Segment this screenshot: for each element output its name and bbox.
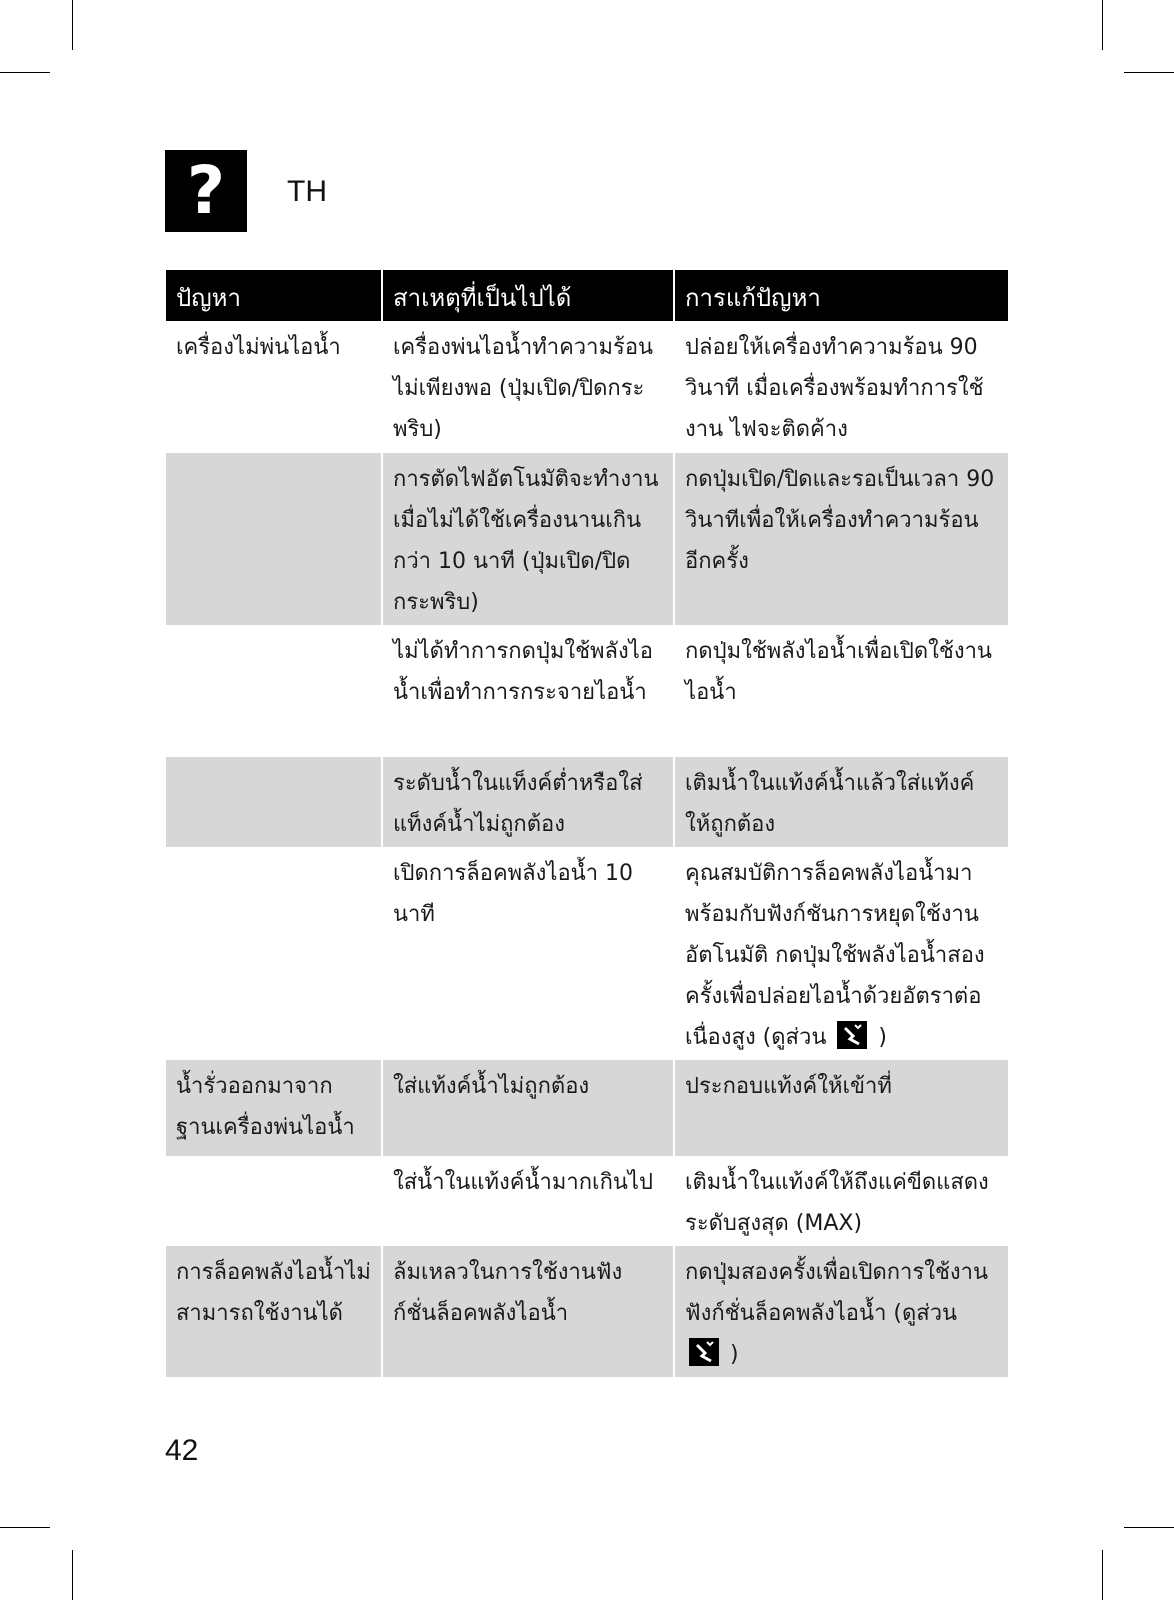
cause-cell: ล้มเหลวในการใช้งานฟังก์ชั่นล็อคพลังไอน้ำ: [382, 1246, 674, 1377]
problem-cell: [166, 1156, 382, 1246]
crop-mark-top-left-horizontal: [0, 72, 50, 73]
cause-cell: ไม่ได้ทำการกดปุ่มใช้พลังไอน้ำเพื่อทำการกระจายไอน้ำ: [382, 625, 674, 757]
solution-cell: [674, 847, 1008, 1060]
solution-suffix: ): [730, 1342, 739, 1367]
solution-cell: [674, 1246, 1008, 1377]
table-row: [166, 1060, 1008, 1156]
table-row: [166, 625, 1008, 757]
cause-cell: เปิดการล็อคพลังไอน้ำ 10 นาที: [382, 847, 674, 1060]
solution-cell: ประกอบแท้งค์ให้เข้าที่: [674, 1060, 1008, 1156]
problem-cell: การล็อคพลังไอน้ำไม่สามารถใช้งานได้: [166, 1246, 382, 1377]
solution-cell: กดปุ่มใช้พลังไอน้ำเพื่อเปิดใช้งานไอน้ำ: [685, 639, 992, 705]
crop-mark-top-right-vertical: [1102, 0, 1103, 50]
solution-cell: เติมน้ำในแท้งค์น้ำแล้วใส่แท้งค์ให้ถูกต้อง: [674, 757, 1008, 847]
help-symbol: ?: [186, 152, 226, 229]
crop-mark-bottom-right-vertical: [1102, 1550, 1103, 1600]
cause-cell: ใส่แท้งค์น้ำไม่ถูกต้อง: [382, 1060, 674, 1156]
problem-cell: น้ำรั่วออกมาจากฐานเครื่องพ่นไอน้ำ: [166, 1060, 382, 1156]
cause-cell: การตัดไฟอัตโนมัติจะทำงานเมื่อไม่ได้ใช้เครื่องนานเกินกว่า 10 นาที (ปุ่มเปิด/ปิดกระพริบ): [382, 453, 674, 625]
solution-suffix: ): [878, 1025, 887, 1050]
page-number: 42: [165, 1434, 199, 1467]
crop-mark-bottom-right-horizontal: [1124, 1527, 1174, 1528]
troubleshooting-table: [166, 270, 1008, 1377]
table-row: [166, 1246, 1008, 1377]
steam-lock-icon: [689, 1338, 719, 1366]
language-code: TH: [287, 175, 327, 208]
solution-cell: ปล่อยให้เครื่องทำความร้อน 90 วินาที เมื่อเครื่องพร้อมทำการใช้งาน ไฟจะติดค้าง: [685, 335, 984, 442]
help-question-icon: [165, 150, 247, 232]
solution-text: คุณสมบัติการล็อคพลังไอน้ำมาพร้อมกับฟังก์ชันการหยุดใช้งานอัตโนมัติ กดปุ่มใช้พลังไอน้ำสองครั้งเพื่อปล่อยไอน้ำด้วยอัตราต่อเนื่องสูง (ดูส่วน: [685, 861, 985, 1050]
problem-cell: [166, 453, 382, 625]
solution-cell: เติมน้ำในแท้งค์ให้ถึงแค่ขีดแสดงระดับสูงสุด (MAX): [685, 1170, 989, 1236]
problem-cell: [166, 847, 382, 1060]
steam-lock-icon: [837, 1021, 867, 1049]
cause-cell: เครื่องพ่นไอน้ำทำความร้อนไม่เพียงพอ (ปุ่มเปิด/ปิดกระพริบ): [382, 321, 674, 453]
column-header-solution: การแก้ปัญหา: [674, 270, 1008, 321]
table-row: [166, 757, 1008, 847]
crop-mark-top-left-vertical: [72, 0, 73, 50]
table-row: [166, 847, 1008, 1060]
table-row: [166, 1156, 1008, 1246]
table-row: [166, 321, 1008, 453]
crop-mark-bottom-left-horizontal: [0, 1527, 50, 1528]
solution-cell: กดปุ่มเปิด/ปิดและรอเป็นเวลา 90 วินาทีเพื่อให้เครื่องทำความร้อนอีกครั้ง: [674, 453, 1008, 625]
solution-text: กดปุ่มสองครั้งเพื่อเปิดการใช้งานฟังก์ชั่นล็อคพลังไอน้ำ (ดูส่วน: [685, 1260, 989, 1326]
problem-cell: [166, 757, 382, 847]
problem-cell: เครื่องไม่พ่นไอน้ำ: [166, 321, 382, 453]
table-row: [166, 453, 1008, 625]
crop-mark-top-right-horizontal: [1124, 72, 1174, 73]
column-header-problem: ปัญหา: [166, 270, 382, 321]
column-header-cause: สาเหตุที่เป็นไปได้: [382, 270, 674, 321]
cause-cell: ระดับน้ำในแท็งค์ต่ำหรือใส่แท็งค์น้ำไม่ถูกต้อง: [382, 757, 674, 847]
problem-cell: [166, 625, 382, 757]
cause-cell: ใส่น้ำในแท้งค์น้ำมากเกินไป: [382, 1156, 674, 1246]
crop-mark-bottom-left-vertical: [72, 1550, 73, 1600]
table-header-row: [166, 270, 1008, 321]
